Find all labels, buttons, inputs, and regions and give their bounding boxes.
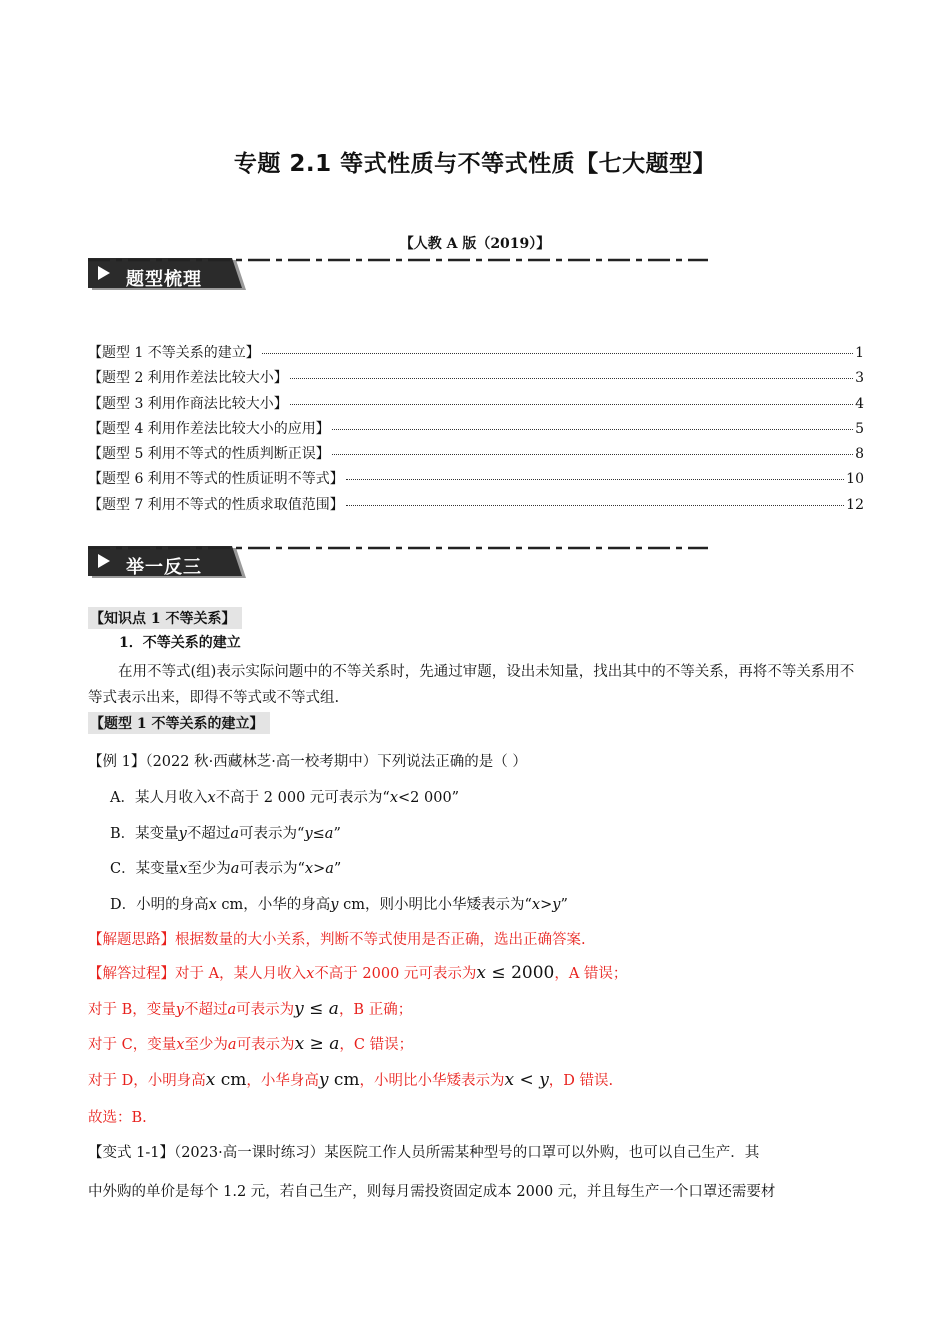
solution-line-d: 对于 D，小明身高x cm，小华身高y cm，小明比小华矮表示为x < y，D 错误. xyxy=(88,1070,614,1090)
knowledge-point-heading: 【知识点 1 不等关系】 xyxy=(88,607,242,629)
option-c: C．某变量x至少为a可表示为“x>a” xyxy=(110,861,342,877)
solution-idea: 【解题思路】根据数量的大小关系，判断不等式使用是否正确，选出正确答案. xyxy=(88,932,586,948)
toc-item-4[interactable]: 【题型 4 利用作差法比较大小的应用】 5 xyxy=(88,420,864,437)
document-title: 专题 2.1 等式性质与不等式性质【七大题型】 xyxy=(233,151,717,177)
solution-line-a: 【解答过程】对于 A，某人月收入x不高于 2000 元可表示为x ≤ 2000，A 错误； xyxy=(88,963,628,983)
option-a: A．某人月收入x不高于 2 000 元可表示为“x<2 000” xyxy=(110,790,460,806)
toc-item-5[interactable]: 【题型 5 利用不等式的性质判断正误】 8 xyxy=(88,446,864,463)
option-d: D．小明的身高x cm，小华的身高y cm，则小明比小华矮表示为“x>y” xyxy=(110,897,568,913)
topic-heading: 【题型 1 不等关系的建立】 xyxy=(88,712,270,734)
knowledge-paragraph: 在用不等式(组)表示实际问题中的不等关系时，先通过审题，设出未知量，找出其中的不等关系，再将不等关系用不等式表示出来，即得不等式或不等式组. xyxy=(88,664,855,706)
knowledge-subheading: 1．不等关系的建立 xyxy=(119,635,241,651)
toc-banner-label: 题型梳理 xyxy=(126,269,202,290)
solution-line-c: 对于 C，变量x至少为a可表示为x ≥ a，C 错误； xyxy=(88,1034,414,1054)
variant-line-2: 中外购的单价是每个 1.2 元，若自己生产，则每月需投资固定成本 2000 元，并且每生产一个口罩还需要材 xyxy=(88,1184,776,1200)
practice-banner-label: 举一反三 xyxy=(126,557,202,578)
toc-banner xyxy=(88,258,868,298)
toc-item-7[interactable]: 【题型 7 利用不等式的性质求取值范围】 12 xyxy=(88,496,864,513)
toc-item-3[interactable]: 【题型 3 利用作商法比较大小】 4 xyxy=(88,395,864,412)
option-b: B．某变量y不超过a可表示为“y≤a” xyxy=(110,826,341,842)
practice-banner xyxy=(88,546,868,586)
solution-answer: 故选：B. xyxy=(88,1110,147,1126)
table-of-contents xyxy=(88,342,864,519)
toc-item-2[interactable]: 【题型 2 利用作差法比较大小】 3 xyxy=(88,370,864,387)
example-stem: 【例 1】（2022 秋·西藏林芝·高一校考期中）下列说法正确的是（ ） xyxy=(88,754,527,770)
edition-label: 【人教 A 版（2019）】 xyxy=(399,236,551,252)
dash-divider xyxy=(88,546,708,550)
toc-item-1[interactable]: 【题型 1 不等关系的建立】 1 xyxy=(88,345,864,361)
variant-line-1: 【变式 1-1】（2023·高一课时练习）某医院工作人员所需某种型号的口罩可以外购，也可以自己生产．其 xyxy=(88,1145,760,1161)
dash-divider xyxy=(88,258,708,262)
solution-line-b: 对于 B，变量y不超过a可表示为y ≤ a，B 正确； xyxy=(88,999,413,1019)
toc-item-6[interactable]: 【题型 6 利用不等式的性质证明不等式】 10 xyxy=(88,471,864,488)
